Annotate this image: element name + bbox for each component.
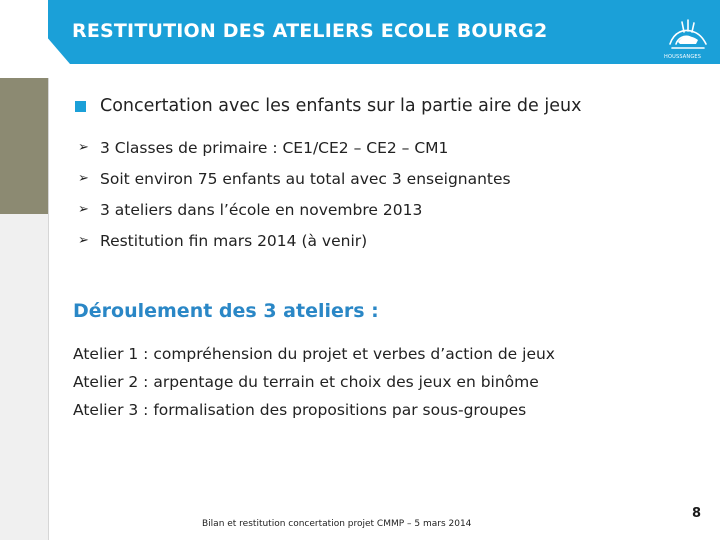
arrowhead-icon: ➢ xyxy=(78,202,89,217)
square-icon xyxy=(75,101,86,112)
arrowhead-icon: ➢ xyxy=(78,233,89,248)
bullet-text: 3 ateliers dans l’école en novembre 2013 xyxy=(100,200,423,219)
list-item xyxy=(78,194,511,225)
logo-text: HOUSSANGES xyxy=(664,54,702,60)
atelier-list xyxy=(73,340,555,424)
bullet-text: 3 Classes de primaire : CE1/CE2 – CE2 – CM1 xyxy=(100,138,449,157)
footer-text: Bilan et restitution concertation projet CMMP – 5 mars 2014 xyxy=(202,519,472,529)
slide-title: RESTITUTION DES ATELIERS ECOLE BOURG2 xyxy=(72,20,548,42)
arrowhead-icon: ➢ xyxy=(78,171,89,186)
subheading: Déroulement des 3 ateliers : xyxy=(73,300,379,322)
list-item xyxy=(78,163,511,194)
bullet-text: Soit environ 75 enfants au total avec 3 enseignantes xyxy=(100,169,511,188)
heading-row xyxy=(75,96,581,116)
left-decor-olive xyxy=(0,78,48,214)
section-heading: Concertation avec les enfants sur la partie aire de jeux xyxy=(100,96,582,116)
left-divider xyxy=(48,78,49,540)
atelier-line: Atelier 3 : formalisation des propositions par sous-groupes xyxy=(73,401,527,419)
list-item xyxy=(78,132,511,163)
atelier-line: Atelier 2 : arpentage du terrain et choix des jeux en binôme xyxy=(73,373,539,391)
bullet-text: Restitution fin mars 2014 (à venir) xyxy=(100,231,368,250)
left-decor-top xyxy=(0,0,48,78)
arrowhead-icon: ➢ xyxy=(78,140,89,155)
list-item xyxy=(78,225,511,256)
atelier-line: Atelier 1 : compréhension du projet et verbes d’action de jeux xyxy=(73,345,555,363)
left-decor-bottom xyxy=(0,214,48,540)
page-number: 8 xyxy=(692,506,702,521)
bullet-list xyxy=(78,132,511,256)
